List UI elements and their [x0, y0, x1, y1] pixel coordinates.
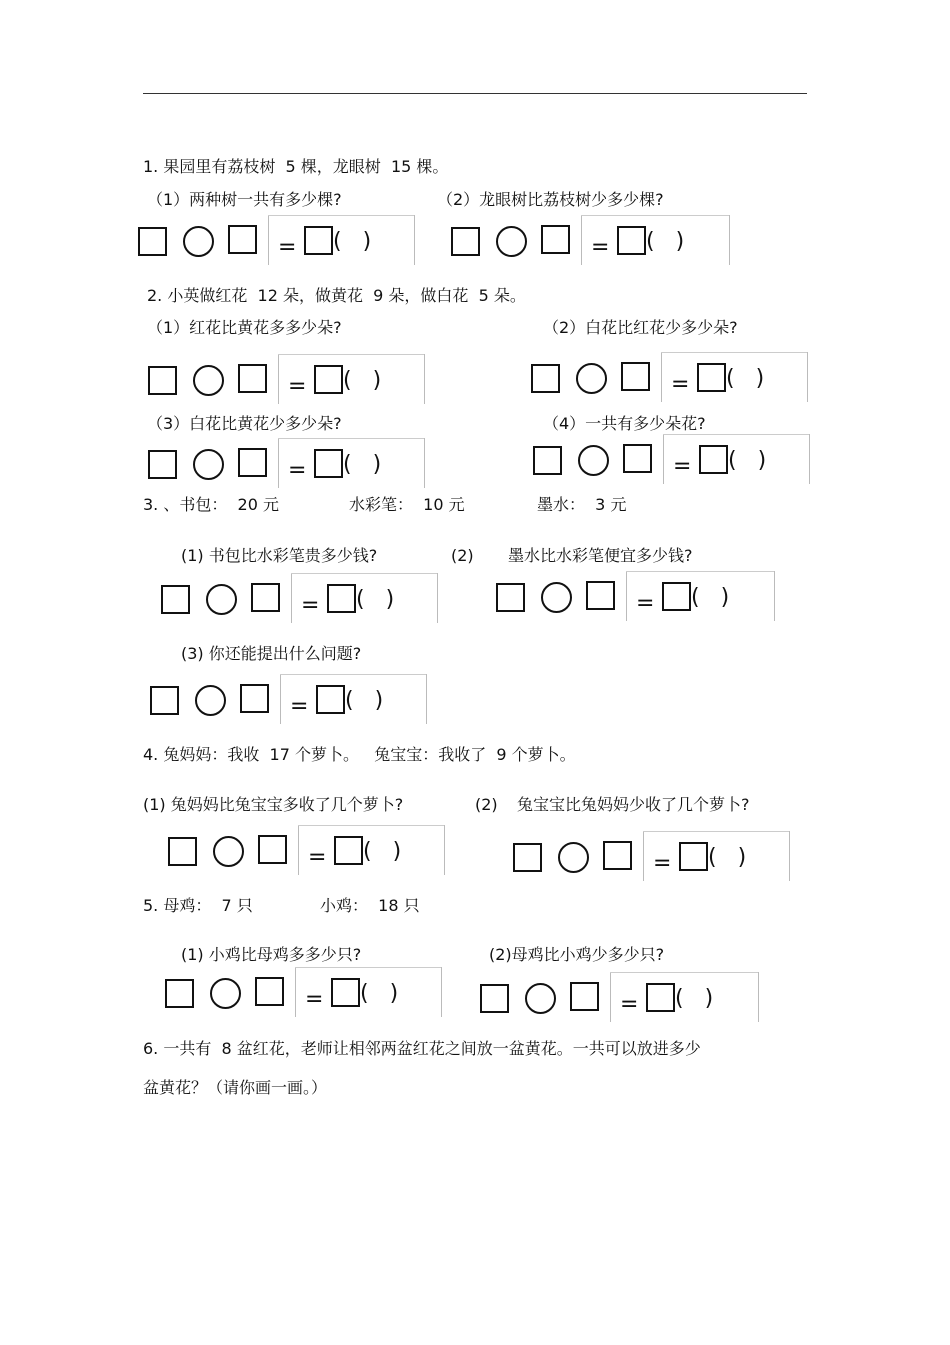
- unit-parens: ( ): [360, 981, 399, 1006]
- box-top-line: [643, 831, 789, 832]
- answer-equation: [165, 965, 445, 1021]
- q5-sub2: (2)母鸡比小鸡少多少只?: [489, 945, 665, 964]
- second-box: [251, 583, 280, 612]
- operator-circle: [541, 582, 572, 613]
- box-divider-left: [643, 831, 644, 881]
- first-box: [165, 979, 194, 1008]
- q2-sub4: （4）一共有多少朵花?: [543, 414, 706, 433]
- box-divider-right: [444, 825, 445, 875]
- top-rule: [143, 93, 807, 94]
- answer-equation: [138, 213, 418, 269]
- box-divider-left: [278, 354, 279, 404]
- result-box: [314, 365, 343, 394]
- box-top-line: [626, 571, 774, 572]
- box-top-line: [298, 825, 444, 826]
- q2-sub2: （2）白花比红花少多少朵?: [543, 318, 738, 337]
- box-divider-left: [280, 674, 281, 724]
- box-top-line: [581, 215, 729, 216]
- unit-parens: ( ): [345, 688, 384, 713]
- first-box: [531, 364, 560, 393]
- second-box: [255, 977, 284, 1006]
- first-box: [138, 227, 167, 256]
- second-box: [258, 835, 287, 864]
- first-box: [148, 450, 177, 479]
- box-top-line: [291, 573, 437, 574]
- equals-sign: =: [620, 992, 639, 1017]
- box-top-line: [268, 215, 414, 216]
- first-box: [168, 837, 197, 866]
- first-box: [451, 227, 480, 256]
- operator-circle: [206, 584, 237, 615]
- second-box: [586, 581, 615, 610]
- first-box: [161, 585, 190, 614]
- answer-equation: [168, 823, 448, 879]
- answer-equation: [161, 571, 441, 627]
- box-divider-right: [437, 573, 438, 623]
- unit-parens: ( ): [675, 986, 714, 1011]
- equals-sign: =: [591, 235, 610, 260]
- box-divider-left: [581, 215, 582, 265]
- operator-circle: [578, 445, 609, 476]
- equals-sign: =: [673, 454, 692, 479]
- q5-stem-chick: 小鸡： 18 只: [320, 896, 420, 915]
- unit-parens: ( ): [708, 845, 747, 870]
- second-box: [621, 362, 650, 391]
- second-box: [240, 684, 269, 713]
- operator-circle: [525, 983, 556, 1014]
- second-box: [603, 841, 632, 870]
- box-divider-right: [758, 972, 759, 1022]
- q1-sub2: （2）龙眼树比荔枝树少多少棵?: [437, 190, 664, 209]
- unit-parens: ( ): [726, 366, 765, 391]
- result-box: [327, 584, 356, 613]
- box-divider-right: [424, 354, 425, 404]
- box-top-line: [610, 972, 758, 973]
- unit-parens: ( ): [343, 452, 382, 477]
- box-divider-right: [441, 967, 442, 1017]
- answer-equation: [148, 352, 428, 408]
- q2-stem: 2. 小英做红花 12 朵，做黄花 9 朵，做白花 5 朵。: [147, 286, 526, 305]
- equals-sign: =: [288, 458, 307, 483]
- unit-parens: ( ): [356, 587, 395, 612]
- equals-sign: =: [278, 235, 297, 260]
- second-box: [570, 982, 599, 1011]
- answer-equation: [531, 350, 811, 406]
- box-divider-left: [291, 573, 292, 623]
- unit-parens: ( ): [343, 368, 382, 393]
- q5-sub1: (1) 小鸡比母鸡多多少只?: [181, 945, 362, 964]
- second-box: [238, 448, 267, 477]
- second-box: [541, 225, 570, 254]
- result-box: [646, 983, 675, 1012]
- box-divider-right: [789, 831, 790, 881]
- result-box: [699, 445, 728, 474]
- answer-equation: [533, 432, 813, 488]
- q4-stem: 4. 兔妈妈：我收 17 个萝卜。 兔宝宝：我收了 9 个萝卜。: [143, 745, 576, 764]
- operator-circle: [193, 365, 224, 396]
- equals-sign: =: [288, 374, 307, 399]
- q3-stem-pen: 水彩笔： 10 元: [349, 495, 465, 514]
- result-box: [617, 226, 646, 255]
- result-box: [697, 363, 726, 392]
- first-box: [148, 366, 177, 395]
- q3-sub2: 墨水比水彩笔便宜多少钱?: [508, 546, 693, 565]
- box-divider-left: [298, 825, 299, 875]
- operator-circle: [558, 842, 589, 873]
- box-divider-right: [424, 438, 425, 488]
- equals-sign: =: [308, 845, 327, 870]
- first-box: [513, 843, 542, 872]
- equals-sign: =: [301, 593, 320, 618]
- box-divider-right: [807, 352, 808, 402]
- q1-stem: 1. 果园里有荔枝树 5 棵，龙眼树 15 棵。: [143, 157, 449, 176]
- q2-sub1: （1）红花比黄花多多少朵?: [147, 318, 342, 337]
- unit-parens: ( ): [691, 585, 730, 610]
- box-top-line: [661, 352, 807, 353]
- operator-circle: [210, 978, 241, 1009]
- second-box: [238, 364, 267, 393]
- answer-equation: [480, 970, 760, 1026]
- result-box: [334, 836, 363, 865]
- answer-equation: [451, 213, 731, 269]
- box-top-line: [278, 354, 424, 355]
- answer-equation: [513, 829, 793, 885]
- result-box: [316, 685, 345, 714]
- box-top-line: [295, 967, 441, 968]
- unit-parens: ( ): [728, 448, 767, 473]
- first-box: [496, 583, 525, 612]
- q5-stem-hen: 5. 母鸡： 7 只: [143, 896, 253, 915]
- box-divider-right: [414, 215, 415, 265]
- unit-parens: ( ): [333, 229, 372, 254]
- result-box: [679, 842, 708, 871]
- unit-parens: ( ): [363, 839, 402, 864]
- box-divider-left: [610, 972, 611, 1022]
- equals-sign: =: [290, 694, 309, 719]
- q6-line1: 6. 一共有 8 盆红花，老师让相邻两盆红花之间放一盆黄花。一共可以放进多少: [143, 1039, 701, 1058]
- box-divider-right: [809, 434, 810, 484]
- first-box: [533, 446, 562, 475]
- operator-circle: [195, 685, 226, 716]
- result-box: [662, 582, 691, 611]
- result-box: [314, 449, 343, 478]
- q2-sub3: （3）白花比黄花少多少朵?: [147, 414, 342, 433]
- answer-equation: [150, 672, 430, 728]
- box-divider-left: [295, 967, 296, 1017]
- q3-sub1: (1) 书包比水彩笔贵多少钱?: [181, 546, 378, 565]
- operator-circle: [193, 449, 224, 480]
- equals-sign: =: [653, 851, 672, 876]
- equals-sign: =: [636, 591, 655, 616]
- operator-circle: [496, 226, 527, 257]
- q3-sub2-number: (2): [451, 546, 474, 565]
- answer-equation: [148, 436, 428, 492]
- box-divider-left: [661, 352, 662, 402]
- second-box: [228, 225, 257, 254]
- box-divider-left: [268, 215, 269, 265]
- operator-circle: [576, 363, 607, 394]
- operator-circle: [213, 836, 244, 867]
- box-divider-right: [774, 571, 775, 621]
- second-box: [623, 444, 652, 473]
- first-box: [480, 984, 509, 1013]
- q3-sub3: (3) 你还能提出什么问题?: [181, 644, 362, 663]
- q4-sub2-number: (2): [475, 795, 498, 814]
- result-box: [304, 226, 333, 255]
- q3-stem-bag: 3. 、书包： 20 元: [143, 495, 279, 514]
- box-top-line: [280, 674, 426, 675]
- box-divider-left: [663, 434, 664, 484]
- q4-sub1: (1) 兔妈妈比兔宝宝多收了几个萝卜?: [143, 795, 404, 814]
- equals-sign: =: [671, 372, 690, 397]
- box-divider-left: [278, 438, 279, 488]
- box-divider-right: [729, 215, 730, 265]
- box-top-line: [278, 438, 424, 439]
- box-divider-right: [426, 674, 427, 724]
- unit-parens: ( ): [646, 229, 685, 254]
- operator-circle: [183, 226, 214, 257]
- equals-sign: =: [305, 987, 324, 1012]
- q6-line2: 盆黄花？（请你画一画。）: [143, 1078, 328, 1097]
- q1-sub1: （1）两种树一共有多少棵?: [147, 190, 342, 209]
- first-box: [150, 686, 179, 715]
- answer-equation: [496, 569, 776, 625]
- box-divider-left: [626, 571, 627, 621]
- result-box: [331, 978, 360, 1007]
- q3-stem-ink: 墨水： 3 元: [537, 495, 627, 514]
- box-top-line: [663, 434, 809, 435]
- q4-sub2: 兔宝宝比兔妈妈少收了几个萝卜?: [517, 795, 750, 814]
